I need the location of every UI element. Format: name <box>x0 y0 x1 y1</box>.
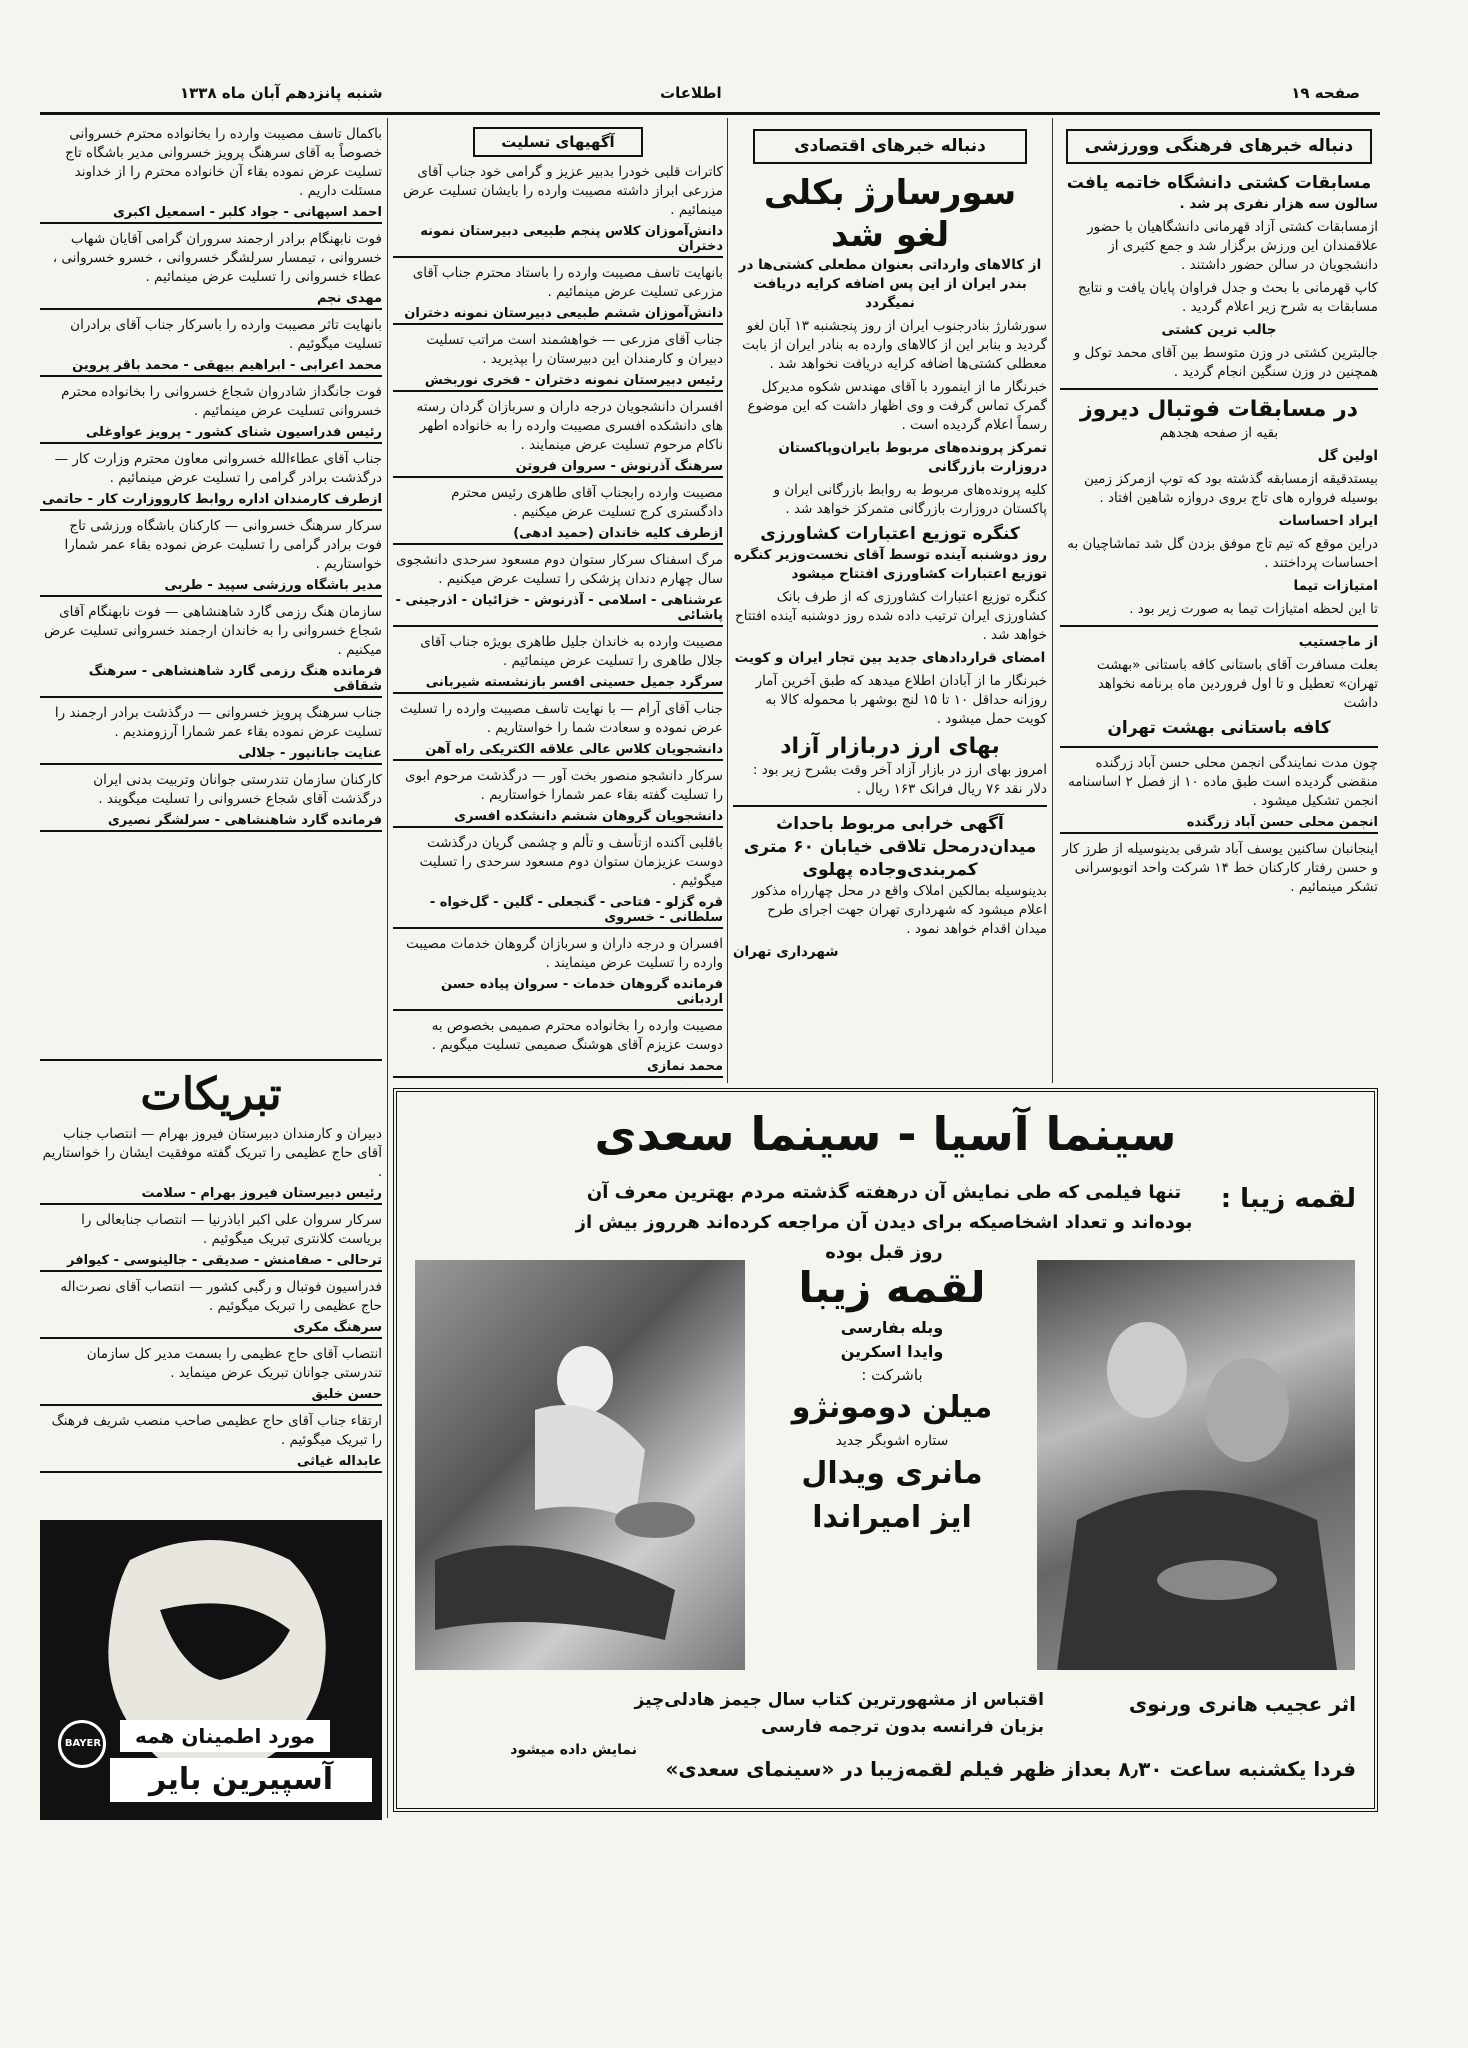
notice-signature: فرمانده گروهان خدمات - سروان پیاده حسن اردبانی <box>393 977 723 1011</box>
notice-text: افسران و درجه داران و سربازان گروهان خدمات مصیبت وارده را تسلیت عرض مینمایند . <box>406 936 723 971</box>
notice-text: باکمال تاسف مصیبت وارده را بخانواده محترم خسروانی خصوصاً به آقای سرهنگ پرویز خسروانی مدیر باشگاه تاج تسلیت عرض نموده بقاء آن خانواده محترم را از خداوند مسئلت داریم . <box>65 126 382 199</box>
economy-paragraph: خبرنگار ما از اینمورد با آقای مهندس شکوه مدیرکل گمرک تماس گرفت و وی اظهار داشت که این موضوع رسماً اعلام گردیده است . <box>747 379 1047 433</box>
ira-paragraph: دراین موقع که تیم تاج موفق بزدن گل شد تماشاچیان به احساسات پرداختند . <box>1067 536 1378 571</box>
economy-subhead: از کالاهای وارداتی بعنوان مطعلی کشتی‌ها در بندر ایران از این پس اضافه کرایه دریافت نمیگردد <box>738 257 1042 311</box>
notice-signature: دانشجویان کلاس عالی علاقه الکتریکی راه آهن <box>393 742 723 761</box>
masthead <box>60 78 1360 108</box>
notice-signature: عابداله غیاثی <box>40 1454 382 1473</box>
star-name: ایز امیراندا <box>812 1500 972 1535</box>
notice-text: بانهایت تاثر مصیبت وارده را باسرکار جناب آقای برادران تسلیت میگوئیم . <box>70 317 382 352</box>
notice-text: جناب آقای عطاءالله خسروانی معاون محترم وزارت کار — درگذشت برادر گرامی را تسلیت عرض مینمائیم . <box>54 451 382 486</box>
star-name: مانری ویدال <box>801 1456 983 1491</box>
notice-text: جناب سرهنگ پرویز خسروانی — درگذشت برادر ارجمند را تسلیت عرض نموده بقاء عمر شمارا آرزومندیم . <box>54 705 382 740</box>
municipal-ad-title: آگهی خرابی مربوط باحداث میدان‌درمحل تلاقی خیابان ۶۰ متری کمربندی‌وجاده پهلوی <box>743 814 1037 880</box>
film-title: لقمه زیبا <box>798 1263 986 1312</box>
notice-signature: سرگرد جمیل حسینی افسر بازنشسته شیربانی <box>393 675 723 694</box>
cinema-intro-label: لقمه زیبا : <box>1220 1184 1356 1214</box>
film-language: وبله بفارسی <box>840 1318 944 1337</box>
notice-text: کارکنان سازمان تندرستی جوانان وتربیت بدنی ایران درگذشت آقای شجاع خسروانی را تسلیت میگویند . <box>93 772 382 807</box>
star-tag: ستاره اشوبگر جدید <box>835 1433 949 1449</box>
condolence-column <box>393 125 723 1085</box>
cinema-ad <box>393 1088 1378 1812</box>
film-still-figures <box>1037 1260 1355 1670</box>
ira-heading: ایراد احساسات <box>1278 513 1378 529</box>
notice-text: مرگ اسفناک سرکار ستوان دوم مسعود سرحدی دانشجوی سال چهارم دندان پزشکی را تسلیت عرض میکنیم . <box>395 552 723 587</box>
notice-signature: عرشناهی - اسلامی - آذرنوش - خزائیان - اذرجینی - پاشائی <box>393 593 723 627</box>
notice-signature: رئیس دبیرستان فیروز بهرام - سلامت <box>40 1186 382 1205</box>
economy-header: دنباله خبرهای اقتصادی <box>753 129 1027 164</box>
economy-heading: بهای ارز دربازار آزاد <box>780 734 1000 759</box>
notice-text: فوت جانگداز شادروان شجاع خسروانی را بخانواده محترم خسروانی تسلیت عرض مینمائیم . <box>61 384 382 419</box>
notice-text: افسران دانشجویان درجه داران و سربازان گردان رسته های دانشکده افسری مصیبت وارده را به خانواده اطهر ناکام مرحوم تسلیت عرض مینمایند . <box>416 399 723 453</box>
notice-text: دبیران و کارمندان دبیرستان فیروز بهرام — انتصاب جناب آقای حاج عظیمی را تبریک گفته موفقیت ایشان را خواستاریم . <box>42 1126 382 1180</box>
notice-text: باقلبی آکنده ازتأسف و تألم و چشمی گریان درگذشت دوست عزیزمان ستوان دوم مسعود سرحدی را تسلیت میگوئیم . <box>419 835 723 889</box>
economy-subhead: روز دوشنبه آینده توسط آقای نخست‌وزیر کنگره توزیع اعتبارات کشاورزی افتتاح میشود <box>733 547 1047 582</box>
notice-text: مصیبت وارده به خاندان جلیل طاهری بویژه جناب آقای جلال طاهری را تسلیت عرض مینمائیم . <box>420 634 723 669</box>
notice-signature: انجمن محلی حسن آباد زرگنده <box>1060 815 1378 834</box>
notice-signature: رئیس فدراسیون شنای کشور - پرویز عواوغلی <box>40 425 382 444</box>
star-name: میلن دومونژو <box>791 1390 993 1425</box>
notice-signature: دانش‌آموزان ششم طبیعی دبیرستان نمونه دختران <box>393 306 723 325</box>
economy-heading: کنگره توزیع اعتبارات کشاورزی <box>760 524 1020 544</box>
notice-signature: محمد نمازی <box>393 1059 723 1078</box>
left-column <box>40 125 382 1825</box>
film-format: وایدا اسکرین <box>840 1342 944 1361</box>
credit-book: اقتباس از مشهورترین کتاب سال جیمز هادلی‌چیز <box>634 1690 1044 1710</box>
newspaper-name: اطلاعات <box>660 84 722 102</box>
notice-text: بانهایت تاسف مصیبت وارده را باستاد محترم جناب آقای مزرعی تسلیت عرض مینمائیم . <box>412 265 723 300</box>
notice-text: سرکار سروان علی اکبر اباذرنیا — انتصاب جنابعالی را بریاست کلانتری تبریک میگوئیم . <box>81 1212 382 1247</box>
notice-signature: محمد اعرابی - ابراهیم بیهقی - محمد باقر پروین <box>40 358 382 377</box>
section-rule <box>1060 388 1378 390</box>
page-label: صفحه ۱۹ <box>1291 84 1360 102</box>
football-first-goal: اولین گل <box>1317 448 1378 464</box>
economy-paragraph: سورشارژ بنادرجنوب ایران از روز پنجشنبه ۱۳ آبان لغو گردید و بنابر این از کالاهای وارده به بنادر ایران از بابت معطلی کشتی‌ها اضافه کرایه دریافت نخواهد شد . <box>742 318 1047 372</box>
notice-text: انتصاب آقای حاج عظیمی را بسمت مدیر کل سازمان تندرستی جوانان تبریک عرض مینماید . <box>86 1346 382 1381</box>
notice-signature: احمد اسپهانی - جواد کلبر - اسمعیل اکبری <box>40 205 382 224</box>
film-credits <box>757 1260 1027 1680</box>
notice-text: سرکار دانشجو منصور بخت آور — درگذشت مرحوم ابوی را تسلیت گفته بقاء عمر شمارا خواستاریم . <box>405 768 723 803</box>
cinema-header: سینما آسیا - سینما سعدی <box>594 1107 1177 1161</box>
column-divider <box>387 118 388 1818</box>
wrestling-paragraph: ازمسابقات کشتی آزاد قهرمانی دانشگاهیان با حضور علاقمندان این ورزش برگزار شد و جمع کثیری از دانشجویان در سالن حضور داشتند . <box>1087 219 1378 273</box>
credit-time: نمایش داده میشود <box>510 1742 637 1758</box>
economy-paragraph: کلیه پرونده‌های مربوط به روابط بازرگانی ایران و پاکستان دروزارت بازرگانی متمرکز خواهد شد . <box>773 482 1047 517</box>
cinema-intro-text: تنها فیلمی که طی نمایش آن درهفته گذشته مردم بهترین معرف آن بوده‌اند و تعداد اشخاصیکه برای دیدن آن مراجعه کرده‌اند هرروز بیش از روز قبل بوده <box>575 1182 1193 1263</box>
notice-text: فوت نابهنگام برادر ارجمند سروران گرامی آقایان شهاب خسروانی ، تیمسار سرلشگر خسروانی ، خسرو خسروانی ، عطاء خسروانی را تسلیت عرض مینمائیم . <box>52 231 382 285</box>
notice-text: ارتقاء جناب آقای حاج عظیمی صاحب منصب شریف فرهنگ را تبریک میگوئیم . <box>51 1413 382 1448</box>
left-condolence-list <box>40 125 382 1055</box>
showtime: فردا یکشنبه ساعت ۸٫۳۰ بعداز ظهر فیلم لقمه‌زیبا در «سینمای سعدی» <box>665 1757 1356 1781</box>
football-subhead: بقیه از صفحه هجدهم <box>1159 425 1279 441</box>
condolence-list <box>393 163 723 1085</box>
economy-heading: امضای قراردادهای جدید بین تجار ایران و کویت <box>734 650 1046 666</box>
bayer-logo-text: BAYER <box>64 1738 102 1749</box>
notice-text: جناب آقای آرام — با نهایت تاسف مصیبت وارده را تسلیت عرض نموده و سعادت شما را خواستاریم . <box>399 701 723 736</box>
credit-author: اثر عجیب هانری ورنوی <box>1128 1692 1356 1716</box>
tima-paragraph: تا این لحظه امتیازات تیما به صورت زیر بود . <box>1129 601 1378 617</box>
bottom-paragraph: اینجانبان ساکنین یوسف آباد شرقی بدینوسیله از طرز کار و حسن رفتار کارکنان خط ۱۴ شرکت واحد اتوبوسرانی تشکر مینمائیم . <box>1062 841 1378 895</box>
credit-dub: بزبان فرانسه بدون ترجمه فارسی <box>761 1717 1044 1737</box>
section-rule <box>1060 625 1378 627</box>
notice-signature: رئیس دبیرستان نمونه دختران - فخری نوربخش <box>393 373 723 392</box>
notice-signature: عنایت جانانپور - جلالی <box>40 746 382 765</box>
notice-signature: قره گزلو - فتاحی - گنجعلی - گلین - گل‌خواه - سلطانی - خسروی <box>393 895 723 929</box>
film-still-figures <box>415 1260 745 1670</box>
tabrikat-title: تبریکات <box>140 1069 282 1120</box>
with-label: باشرکت : <box>861 1366 923 1384</box>
municipal-ad-paragraph: بدینوسیله بمالکین املاک واقع در محل چهارراه مذکور اعلام میشود که شهرداری تهران جهت اجرای طرح میدان اقدام خواهد نمود . <box>752 883 1047 937</box>
notice-signature: ازطرف کلیه خاندان (حمید ادهی) <box>393 526 723 545</box>
section-rule <box>1060 746 1378 748</box>
condolence-header: آگهیهای تسلیت <box>473 127 643 157</box>
film-still-couple <box>1037 1260 1355 1670</box>
column-divider <box>1052 118 1053 1083</box>
football-paragraph: بیستدقیقه ازمسابقه گذشته بود که توپ ازمرکز زمین بوسیله فرواره های تاج بروی دروازه شاهین افتاد . <box>1083 471 1378 506</box>
notice-signature: فرمانده هنگ رزمی گارد شاهنشاهی - سرهنگ شقاقی <box>40 664 382 698</box>
wrestling-subtitle: سالون سه هزار نفری پر شد . <box>1179 196 1378 212</box>
notice-text <box>393 1084 723 1085</box>
aspirin-brand: آسپیرین بایر <box>110 1758 372 1802</box>
tabrikat-list <box>40 1125 382 1485</box>
section-rule <box>40 1059 382 1061</box>
notice-signature: سرهنگ آذرنوش - سروان فروتن <box>393 459 723 478</box>
aspirin-ad <box>40 1520 382 1820</box>
wrestling-paragraph: کاپ قهرمانی با بحث و جدل فراوان پایان یافت و نتایج مسابقات به شرح زیر اعلام گردید . <box>1077 280 1378 315</box>
masthead-rule <box>40 112 1380 115</box>
notice-signature: مدیر باشگاه ورزشی سپید - طربی <box>40 578 382 597</box>
wrestling-title: مسابقات کشتی دانشگاه خاتمه یافت <box>1066 173 1372 193</box>
economy-paragraph: خبرنگار ما از آبادان اطلاع میدهد که طبق آخرین آمار روزانه حداقل ۱۰ تا ۱۵ لنج بوشهر با محموله کالا به کویت حمل میشود . <box>755 673 1047 727</box>
municipal-ad-signature: شهرداری تهران <box>733 944 839 960</box>
notice-paragraph: چون مدت نمایندگی انجمن محلی حسن آباد زرگنده منقضی گردیده است طبق ماده ۱۰ از فصل ۲ اساسنامه انجمن تشکیل میشود . <box>1068 755 1378 809</box>
cafe-paragraph: بعلت مسافرت آقای باستانی کافه باستانی «بهشت تهران» تعطیل و تا اول فروردین ماه برنامه نخواهد داشت <box>1096 657 1378 711</box>
football-heading: در مسابقات فوتبال دیروز <box>1079 397 1359 422</box>
notice-signature: ازطرف کارمندان اداره روابط کارووزارت کار - حاتمی <box>40 492 382 511</box>
bayer-logo <box>58 1720 106 1768</box>
notice-text: جناب آقای مزرعی — خواهشمند است مراتب تسلیت دبیران و کارمندان این دبیرستان را بپذیرید . <box>426 332 723 367</box>
notice-signature: دانش‌آموزان کلاس پنجم طبیعی دبیرستان نمونه دختران <box>393 224 723 258</box>
film-still-beach <box>415 1260 745 1670</box>
notice-signature: مهدی نجم <box>40 291 382 310</box>
aspirin-slogan: مورد اطمینان همه <box>120 1720 330 1752</box>
notice-text: کاترات قلبی خودرا بدبیر عزیز و گرامی خود جناب آقای مزرعی ابراز داشته مصیبت وارده را بایشان تسلیت عرض مینمائیم . <box>402 164 723 218</box>
sports-header: دنباله خبرهای فرهنگی وورزشی <box>1066 129 1372 164</box>
champions-heading: جالب ترین کشتی <box>1161 322 1277 338</box>
issue-date: شنبه پانزدهم آبان ماه ۱۳۳۸ <box>180 84 383 102</box>
economy-paragraph: کنگره توزیع اعتبارات کشاورزی که از طرف بانک کشاورزی ایران ترتیب داده شده روز دوشنبه آینده افتتاح خواهد شد . <box>735 589 1047 643</box>
economy-column <box>733 125 1047 1085</box>
economy-paragraph: امروز بهای ارز در بازار آزاد آخر وقت بشرح زیر بود : دلار نقد ۷۶ ریال فرانک ۱۶۳ ریال . <box>752 762 1047 797</box>
economy-heading: تمرکز پرونده‌های مربوط بایران‌وپاکستان دروزارت بازرگانی <box>778 440 1047 475</box>
notice-text: فدراسیون فوتبال و رگبی کشور — انتصاب آقای نصرت‌اله حاج عظیمی را تبریک میگوئیم . <box>60 1279 382 1314</box>
cafe-name: کافه باستانی بهشت تهران <box>1107 718 1331 738</box>
notice-signature: ترحالی - صفامنش - صدیقی - جالینوسی - کیوافر <box>40 1253 382 1272</box>
section-rule <box>733 805 1047 807</box>
column-divider <box>727 118 728 1083</box>
economy-headline: سورسارژ بکلی لغو شد <box>763 173 1017 255</box>
notice-text: مصیبت وارده رابجناب آقای طاهری رئیس محترم دادگستری کرج تسلیت عرض میکنیم . <box>451 485 723 520</box>
notice-text: سازمان هنگ رزمی گارد شاهنشاهی — فوت نابهنگام آقای شجاع خسروانی را به خاندان ارجمند خسروانی تسلیت عرض میکنیم . <box>44 604 382 658</box>
notice-text: سرکار سرهنگ خسروانی — کارکنان باشگاه ورزشی تاج فوت برادر گرامی را تسلیت عرض نموده بقاء عمر شمارا خواستاریم . <box>64 518 382 572</box>
notice-signature: دانشجویان گروهان ششم دانشکده افسری <box>393 809 723 828</box>
notice-text: مصیبت وارده را بخانواده محترم صمیمی بخصوص به دوست عزیزم آقای هوشنگ صمیمی تسلیت میگویم . <box>431 1018 723 1053</box>
notice-signature: فرمانده گارد شاهنشاهی - سرلشگر نصیری <box>40 813 382 832</box>
champions-paragraph: جالبترین کشتی در وزن متوسط بین آقای محمد توکل و همچنین در وزن سنگین انجام گردید . <box>1073 345 1378 380</box>
notice-signature: سرهنگ مکری <box>40 1320 382 1339</box>
notice-signature: حسن خلیق <box>40 1387 382 1406</box>
tima-heading: امتیازات تیما <box>1293 578 1378 594</box>
cafe-heading: از ماجستیب <box>1298 634 1378 650</box>
